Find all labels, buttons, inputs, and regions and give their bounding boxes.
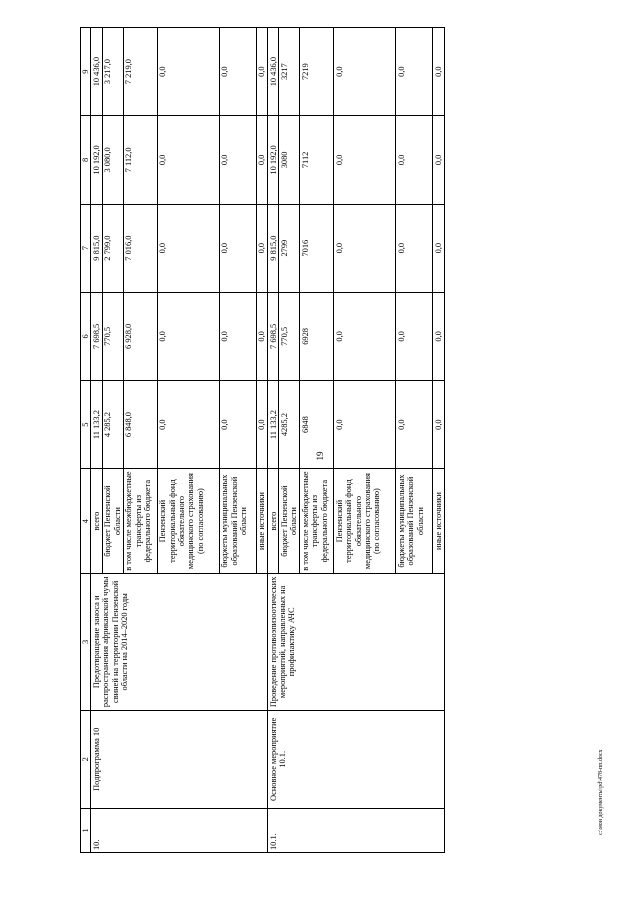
amount-cell: 0,0: [334, 116, 396, 204]
amount-cell: 0,0: [433, 204, 444, 292]
amount-cell: 11 133,2: [91, 380, 102, 468]
column-number-row: [81, 28, 91, 853]
amount-cell: 0,0: [334, 204, 396, 292]
column-header: 5: [81, 380, 91, 468]
program-name-cell: Подпрограмма 10: [91, 710, 268, 808]
funding-source-cell: иные источники: [256, 469, 267, 574]
column-header: 8: [81, 116, 91, 204]
amount-cell: 0,0: [433, 28, 444, 116]
amount-cell: 2799: [279, 204, 300, 292]
amount-cell: 7016: [300, 204, 334, 292]
amount-cell: 0,0: [433, 380, 444, 468]
funding-source-cell: всего: [268, 469, 279, 574]
amount-cell: 11 133,2: [268, 380, 279, 468]
amount-cell: 7 698,5: [91, 292, 102, 380]
amount-cell: 6848: [300, 380, 334, 468]
amount-cell: 10 436,0: [268, 28, 279, 116]
amount-cell: 9 815,0: [268, 204, 279, 292]
amount-cell: 6 928,0: [123, 292, 157, 380]
funding-source-cell: Пензенский территориальный фонд обязательного медицинского страхования (по согласованию): [334, 469, 396, 574]
rotated-table-wrapper: [80, 27, 523, 853]
budget-table: [80, 27, 445, 853]
amount-cell: 770,5: [102, 292, 123, 380]
row-number-cell: 10.: [91, 808, 268, 852]
program-description-cell: Проведение противоэпизоотических мероприятий, направленных на профилактику АЧС: [268, 573, 445, 710]
amount-cell: 3 217,0: [102, 28, 123, 116]
amount-cell: 0,0: [157, 292, 219, 380]
amount-cell: 0,0: [396, 28, 433, 116]
program-description-cell: Предотвращение заноса и распространения африканской чумы свиней на территории Пензенской области на 2014–2020 годы: [91, 573, 268, 710]
amount-cell: 0,0: [157, 28, 219, 116]
amount-cell: 0,0: [396, 116, 433, 204]
amount-cell: 3 080,0: [102, 116, 123, 204]
table-row: [91, 28, 102, 853]
column-header: 7: [81, 204, 91, 292]
amount-cell: 4 285,2: [102, 380, 123, 468]
amount-cell: 0,0: [334, 28, 396, 116]
amount-cell: 7 112,0: [123, 116, 157, 204]
amount-cell: 6928: [300, 292, 334, 380]
footer-file-path: c:\мои документы\pd\478-пп.docx: [598, 749, 604, 835]
amount-cell: 0,0: [219, 380, 256, 468]
amount-cell: 0,0: [219, 204, 256, 292]
amount-cell: 0,0: [256, 292, 267, 380]
amount-cell: 10 192,0: [268, 116, 279, 204]
program-name-cell: Основное мероприятие 10.1.: [268, 710, 445, 808]
amount-cell: 4285,2: [279, 380, 300, 468]
table-row: [268, 28, 279, 853]
amount-cell: 0,0: [157, 116, 219, 204]
funding-source-cell: иные источники: [433, 469, 444, 574]
amount-cell: 0,0: [396, 204, 433, 292]
amount-cell: 7112: [300, 116, 334, 204]
funding-source-cell: бюджет Пензенской области: [102, 469, 123, 574]
amount-cell: 10 192,0: [91, 116, 102, 204]
amount-cell: 3217: [279, 28, 300, 116]
funding-source-cell: всего: [91, 469, 102, 574]
amount-cell: 2 799,0: [102, 204, 123, 292]
amount-cell: 7219: [300, 28, 334, 116]
funding-source-cell: бюджеты муниципальных образований Пензенской области: [219, 469, 256, 574]
amount-cell: 0,0: [219, 292, 256, 380]
amount-cell: 0,0: [433, 116, 444, 204]
amount-cell: 0,0: [219, 116, 256, 204]
table-body: [91, 28, 444, 853]
amount-cell: 0,0: [396, 292, 433, 380]
amount-cell: 0,0: [157, 204, 219, 292]
amount-cell: 9 815,0: [91, 204, 102, 292]
column-header: 3: [81, 573, 91, 710]
funding-source-cell: в том числе межбюджетные трансферты из федерального бюджета: [123, 469, 157, 574]
column-header: 9: [81, 28, 91, 116]
amount-cell: 770,5: [279, 292, 300, 380]
amount-cell: 0,0: [256, 204, 267, 292]
amount-cell: 7 698,5: [268, 292, 279, 380]
amount-cell: 10 436,0: [91, 28, 102, 116]
amount-cell: 0,0: [256, 116, 267, 204]
amount-cell: 0,0: [157, 380, 219, 468]
row-number-cell: 10.1.: [268, 808, 445, 852]
funding-source-cell: бюджеты муниципальных образований Пензенской области: [396, 469, 433, 574]
column-header: 6: [81, 292, 91, 380]
amount-cell: 0,0: [219, 28, 256, 116]
funding-source-cell: бюджет Пензенской области: [279, 469, 300, 574]
funding-source-cell: Пензенский территориальный фонд обязательного медицинского страхования (по согласованию): [157, 469, 219, 574]
column-header: 2: [81, 710, 91, 808]
funding-source-cell: в том числе межбюджетные трансферты из федерального бюджета: [300, 469, 334, 574]
amount-cell: 0,0: [256, 28, 267, 116]
amount-cell: 0,0: [334, 380, 396, 468]
amount-cell: 6 848,0: [123, 380, 157, 468]
amount-cell: 0,0: [256, 380, 267, 468]
page-number: 19: [315, 451, 325, 461]
amount-cell: 0,0: [334, 292, 396, 380]
column-header: 4: [81, 469, 91, 574]
amount-cell: 3080: [279, 116, 300, 204]
amount-cell: 0,0: [396, 380, 433, 468]
amount-cell: 7 016,0: [123, 204, 157, 292]
amount-cell: 7 219,0: [123, 28, 157, 116]
column-header: 1: [81, 808, 91, 852]
amount-cell: 0,0: [433, 292, 444, 380]
